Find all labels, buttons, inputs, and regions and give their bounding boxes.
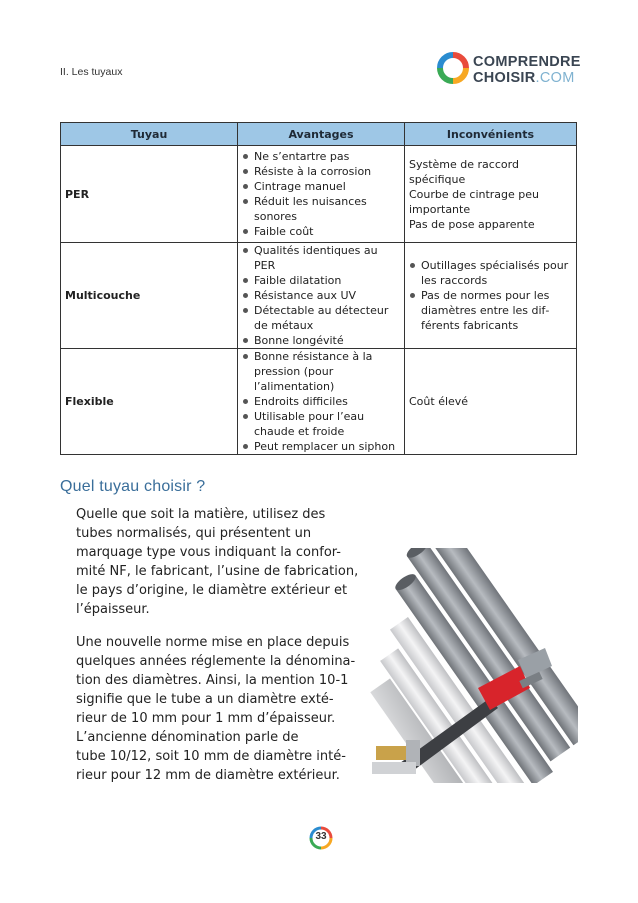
fittings-icon (372, 740, 420, 774)
logo-line2: CHOISIR.COM (473, 70, 575, 86)
text-line: tubes normalisés, qui présentent un (76, 526, 312, 541)
text-line: signifie que le tube a un diamètre exté- (76, 692, 334, 707)
text-line: quelques années réglemente la dénomina- (76, 654, 356, 669)
advantage-item: Résiste à la corrosion (242, 164, 400, 179)
advantage-item: Peut remplacer un siphon (242, 439, 400, 454)
disadvantage-item: Courbe de cintrage peu importante (409, 187, 540, 216)
column-header-avantages: Avantages (238, 123, 405, 146)
advantage-item: Bonne résistance à la pression (pour l’alimentation) (242, 349, 400, 394)
disadvantage-item: Pas de normes pour les diamètres entre les différents fabricants (409, 288, 572, 333)
comparison-table (60, 122, 577, 455)
advantage-item: Bonne longévité (242, 333, 400, 348)
table-row (61, 146, 577, 243)
advantage-item: Utilisable pour l’eau chaude et froide (242, 409, 400, 439)
section-label: II. Les tuyaux (60, 66, 123, 78)
text-line: Quelle que soit la matière, utilisez des (76, 507, 326, 522)
disadvantages-cell (405, 146, 577, 243)
pipes-photo (370, 548, 578, 783)
advantage-item: Endroits difficiles (242, 394, 400, 409)
pipe-name-flexible: Flexible (61, 349, 238, 455)
text-line: mité NF, le fabricant, l’usine de fabrication, (76, 564, 359, 579)
advantages-cell (238, 243, 405, 349)
logo-line1: COMPRENDRE (473, 54, 581, 70)
text-line: tube 10/12, soit 10 mm de diamètre inté- (76, 749, 346, 764)
section-heading: Quel tuyau choisir ? (60, 478, 206, 495)
advantage-item: Qualités identiques au PER (242, 243, 400, 273)
advantage-item: Détectable au détecteur de métaux (242, 303, 400, 333)
text-line: L’ancienne dénomination parle de (76, 730, 299, 745)
disadvantage-item: Coût élevé (409, 395, 469, 408)
advantage-item: Réduit les nuisances sonores (242, 194, 400, 224)
advantage-item: Résistance aux UV (242, 288, 400, 303)
table-row (61, 349, 577, 455)
disadvantage-item: Système de raccord spécifique (409, 157, 519, 186)
text-line: l’épaisseur. (76, 602, 150, 617)
table-row (61, 243, 577, 349)
disadvantage-item: Outillages spécialisés pour les raccords (409, 258, 572, 288)
advantage-item: Faible coût (242, 224, 400, 239)
text-line: Une nouvelle norme mise en place depuis (76, 635, 350, 650)
column-header-tuyau: Tuyau (61, 123, 238, 146)
advantage-item: Faible dilatation (242, 273, 400, 288)
disadvantages-cell (405, 349, 577, 455)
disadvantage-item: Pas de pose apparente (409, 217, 535, 231)
logo (437, 52, 581, 90)
advantages-cell (238, 146, 405, 243)
advantage-item: Cintrage manuel (242, 179, 400, 194)
text-line: tion des diamètres. Ainsi, la mention 10-1 (76, 673, 349, 688)
logo-ring-icon (437, 52, 469, 84)
text-line: le pays d’origine, le diamètre extérieur et (76, 583, 348, 598)
column-header-inconvenients: Inconvénients (405, 123, 577, 146)
pipe-name-multicouche: Multicouche (61, 243, 238, 349)
paragraph-1 (76, 505, 359, 619)
text-line: rieur pour 12 mm de diamètre extérieur. (76, 768, 340, 783)
text-line: marquage type vous indiquant la confor- (76, 545, 341, 560)
page-number: 33 (315, 831, 327, 842)
paragraph-2 (76, 633, 356, 785)
advantage-item: Ne s’entartre pas (242, 149, 400, 164)
disadvantages-cell (405, 243, 577, 349)
page-number-badge (309, 826, 333, 850)
pipes-illustration (370, 548, 578, 783)
text-line: rieur de 10 mm pour 1 mm d’épaisseur. (76, 711, 336, 726)
pipe-name-per: PER (61, 146, 238, 243)
advantages-cell (238, 349, 405, 455)
table-header-row (61, 123, 577, 146)
